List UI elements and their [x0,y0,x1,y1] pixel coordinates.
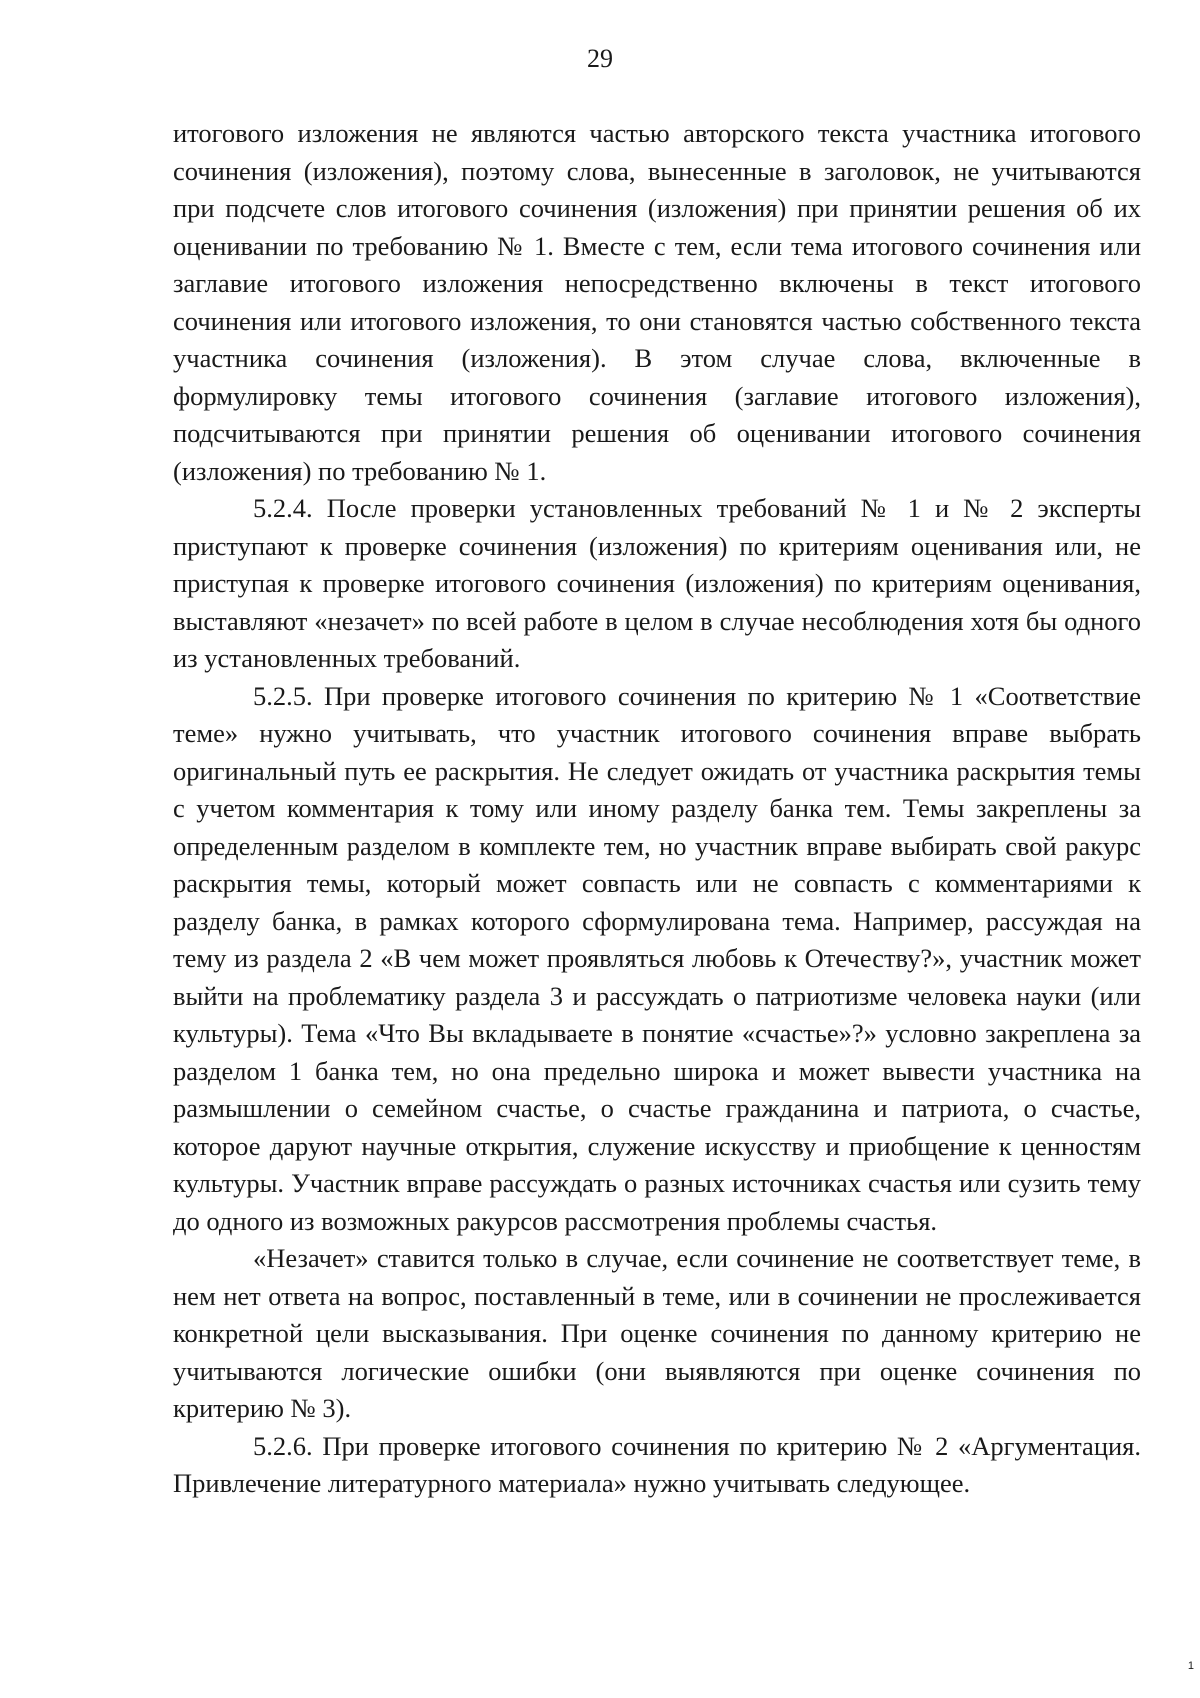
corner-mark: 1 [1187,1660,1194,1672]
page-number: 29 [587,44,613,73]
paragraph-5-2-6: 5.2.6. При проверке итогового сочинения по критерию № 2 «Аргументация. Привлечение литературного материала» нужно учитывать следующее. [173,1430,1141,1498]
paragraph-5-2-5: 5.2.5. При проверке итогового сочинения по критерию № 1 «Соответствие теме» нужно учитывать, что участник итогового сочинения вправе выбрать оригинальный путь ее раскрытия. Не следует ожидать от участника раскрытия темы с учетом комментария к тому или иному разделу банка тем. Темы закреплены за определенным разделом в комплекте тем, но участник вправе выбирать свой ракурс раскрытия темы, который может совпасть или не совпасть с комментариями к разделу банка, в рамках которого сформулирована тема. Например, рассуждая на тему из раздела 2 «В чем может проявляться любовь к Отечеству?», участник может выйти на проблематику раздела 3 и рассуждать о патриотизме человека науки (или культуры). Тема «Что Вы вкладываете в понятие «счастье»?» условно закреплена за разделом 1 банка тем, но она предельно широка и может вывести участника на размышлении о семейном счастье, о счастье гражданина и патриота, о счастье, которое даруют научные открытия, служение искусству и приобщение к ценностям культуры. Участник вправе рассуждать о разных источниках счастья или сузить тему до одного из возможных ракурсов рассмотрения проблемы счастья. [173,680,1141,1236]
paragraph-5-2-4: 5.2.4. После проверки установленных требований № 1 и № 2 эксперты приступают к проверке сочинения (изложения) по критериям оценивания или, не приступая к проверке итогового сочинения (изложения) по критериям оценивания, выставляют «незачет» по всей работе в целом в случае несоблюдения хотя бы одного из установленных требований. [173,493,1141,673]
paragraph-nezachet: «Незачет» ставится только в случае, если сочинение не соответствует теме, в нем нет ответа на вопрос, поставленный в теме, или в сочинении не прослеживается конкретной цели высказывания. При оценке сочинения по данному критерию не учитываются логические ошибки (они выявляются при оценке сочинения по критерию № 3). [173,1243,1141,1423]
document-body [173,115,1141,1503]
paragraph-continuation: итогового изложения не являются частью авторского текста участника итогового сочинения (изложения), поэтому слова, вынесенные в заголовок, не учитываются при подсчете слов итогового сочинения (изложения) при принятии решения об их оценивании по требованию № 1. Вместе с тем, если тема итогового сочинения или заглавие итогового изложения непосредственно включены в текст итогового сочинения или итогового изложения, то они становятся частью собственного текста участника сочинения (изложения). В этом случае слова, включенные в формулировку темы итогового сочинения (заглавие итогового изложения), подсчитываются при принятии решения об оценивании итогового сочинения (изложения) по требованию № 1. [173,118,1141,486]
